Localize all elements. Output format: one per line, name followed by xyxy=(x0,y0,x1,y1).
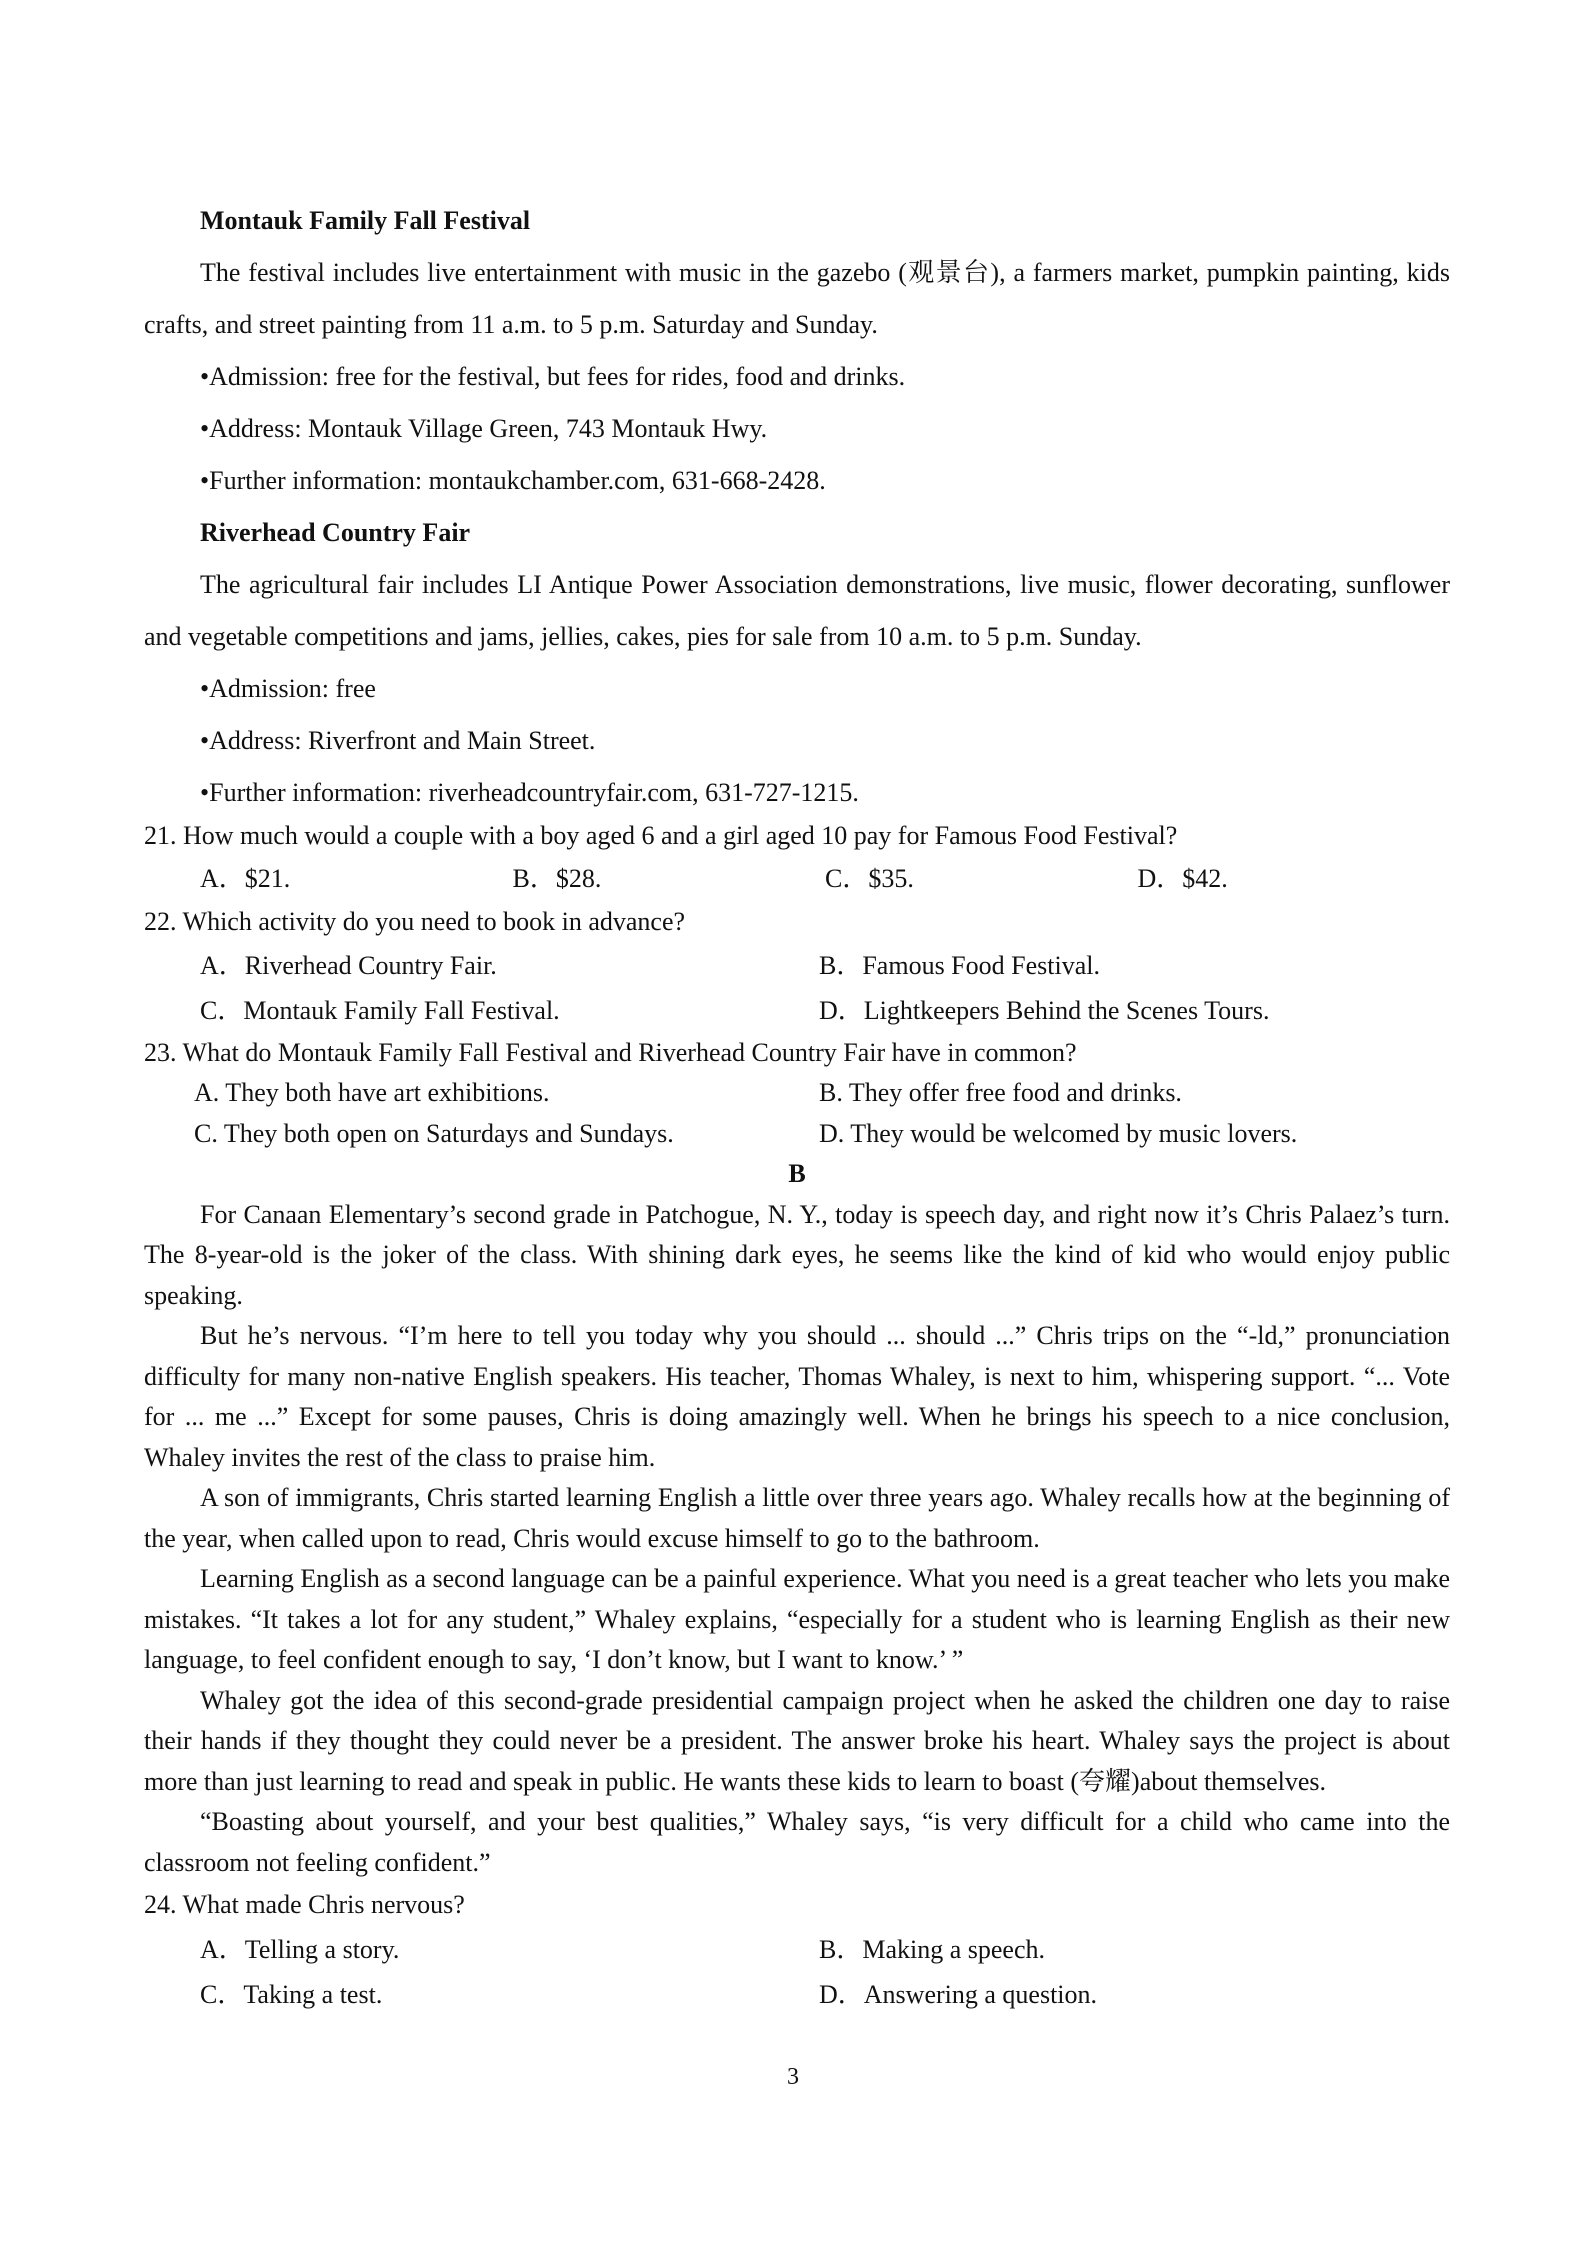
passage-b-paragraph: “Boasting about yourself, and your best qualities,” Whaley says, “is very difficult for a child who came into the classroom not feeling confident.” xyxy=(144,1807,1450,1877)
option-c: C. They both open on Saturdays and Sundays. xyxy=(194,1118,674,1148)
option-d: D．Lightkeepers Behind the Scenes Tours. xyxy=(819,996,1270,1025)
question-23-stem: 23. What do Montauk Family Fall Festival and Riverhead Country Fair have in common? xyxy=(144,1038,1077,1067)
option-a: A. They both have art exhibitions. xyxy=(194,1078,550,1107)
option-a: A．Riverhead Country Fair. xyxy=(200,951,497,980)
montauk-body: The festival includes live entertainment with music in the gazebo (观景台), a farmers market, pumpkin painting, kids crafts, and street painting from 11 a.m. to 5 p.m. Saturday and Sunday. xyxy=(144,258,1450,339)
passage-b-paragraph: For Canaan Elementary’s second grade in Patchogue, N. Y., today is speech day, and right now it’s Chris Palaez’s turn. The 8-year-old is the joker of the class. With shining dark eyes, he seems like the kind of kid who would enjoy public speaking. xyxy=(144,1199,1450,1310)
montauk-info: •Further information: montaukchamber.com, 631-668-2428. xyxy=(200,466,826,495)
option-a: A．$21. xyxy=(200,864,291,893)
riverhead-info: •Further information: riverheadcountryfair.com, 631-727-1215. xyxy=(200,778,859,807)
option-c: C．Montauk Family Fall Festival. xyxy=(200,996,560,1025)
option-a: A．Telling a story. xyxy=(200,1935,400,1964)
montauk-heading: Montauk Family Fall Festival xyxy=(200,206,531,235)
option-b: B. They offer free food and drinks. xyxy=(819,1078,1182,1107)
option-b: B．Famous Food Festival. xyxy=(819,951,1100,980)
question-23-options-row1 xyxy=(144,1073,1450,1114)
option-d: D．$42. xyxy=(1137,864,1228,893)
riverhead-admission: •Admission: free xyxy=(200,674,376,703)
passage-b-paragraph: Whaley got the idea of this second-grade presidential campaign project when he asked the children one day to raise their hands if they thought they could never be a president. The answer broke his heart. Whaley says the project is about more than just learning to read and speak in public. He wants these kids to learn to boast (夸耀)about themselves. xyxy=(144,1685,1450,1796)
option-d: D. They would be welcomed by music lovers. xyxy=(819,1118,1298,1148)
passage-b-paragraph: A son of immigrants, Chris started learning English a little over three years ago. Whaley recalls how at the beginning of the year, when called upon to read, Chris would excuse himself to go to the bathroom. xyxy=(144,1483,1450,1553)
passage-b-paragraph: But he’s nervous. “I’m here to tell you today why you should ... should ...” Chris trips on the “-ld,” pronunciation difficulty for many non-native English speakers. His teacher, Thomas Whaley, is next to him, whispering support. “... Vote for ... me ...” Except for some pauses, Chris is doing amazingly well. When he brings his speech to a nice conclusion, Whaley invites the rest of the class to praise him. xyxy=(144,1321,1450,1472)
question-22-stem: 22. Which activity do you need to book in advance? xyxy=(144,907,686,936)
section-b-label: B xyxy=(788,1159,806,1188)
question-21-options xyxy=(144,857,1450,900)
option-c: C．Taking a test. xyxy=(200,1980,383,2009)
option-c: C．$35. xyxy=(825,864,914,893)
question-22-options-row1 xyxy=(144,943,1450,988)
option-b: B．Making a speech. xyxy=(819,1935,1046,1964)
riverhead-body: The agricultural fair includes LI Antique Power Association demonstrations, live music, flower decorating, sunflower and vegetable competitions and jams, jellies, cakes, pies for sale from 10 a.m. to 5 p.m. Sunday. xyxy=(144,570,1450,651)
question-24-options-row2 xyxy=(144,1972,1450,2017)
question-22-options-row2 xyxy=(144,988,1450,1033)
passage-b-paragraph: Learning English as a second language can be a painful experience. What you need is a great teacher who lets you make mistakes. “It takes a lot for any student,” Whaley explains, “especially for a student who is learning English as their new language, to feel confident enough to say, ‘I don’t know, but I want to know.’ ” xyxy=(144,1564,1450,1674)
montauk-address: •Address: Montauk Village Green, 743 Montauk Hwy. xyxy=(200,414,768,443)
riverhead-heading: Riverhead Country Fair xyxy=(200,518,471,547)
option-d: D．Answering a question. xyxy=(819,1980,1098,2009)
passage-a-continued xyxy=(144,195,1450,819)
montauk-admission: •Admission: free for the festival, but fees for rides, food and drinks. xyxy=(200,362,906,391)
riverhead-address: •Address: Riverfront and Main Street. xyxy=(200,726,596,755)
question-24-stem: 24. What made Chris nervous? xyxy=(144,1890,465,1919)
question-21-stem: 21. How much would a couple with a boy aged 6 and a girl aged 10 pay for Famous Food Festival? xyxy=(144,821,1178,850)
page-number: 3 xyxy=(787,2064,799,2090)
option-b: B．$28. xyxy=(512,864,602,893)
questions-21-23 xyxy=(144,814,1450,2017)
question-24-options-row1 xyxy=(144,1927,1450,1972)
question-23-options-row2 xyxy=(144,1114,1450,1155)
